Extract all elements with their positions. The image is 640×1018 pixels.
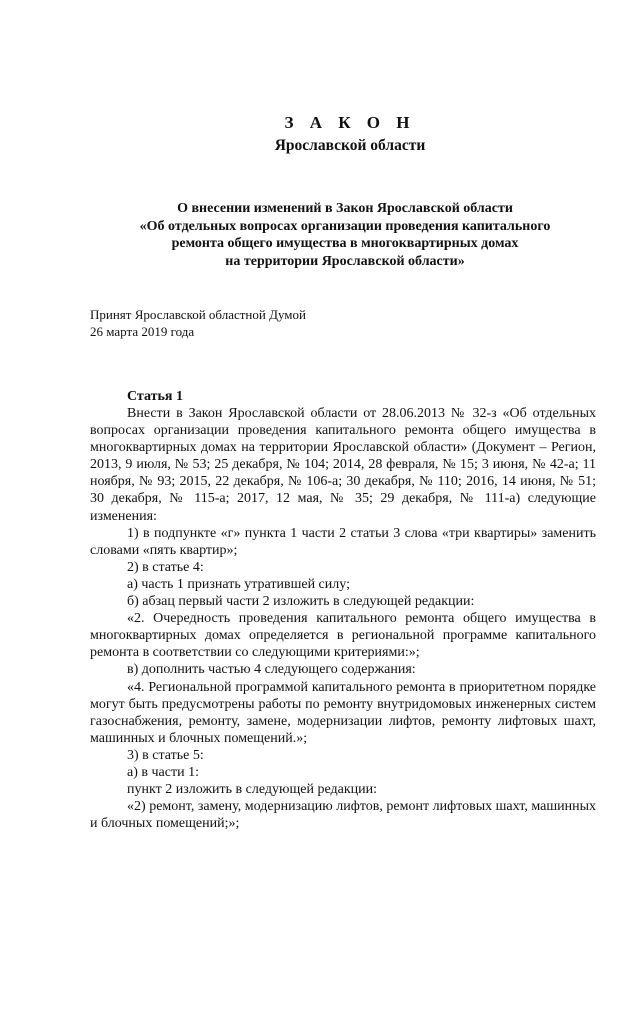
paragraph: 2) в статье 4:	[127, 559, 204, 575]
law-subject-line: О внесении изменений в Закон Ярославской области	[177, 201, 513, 216]
article-heading: Статья 1	[127, 389, 183, 404]
paragraph: 3) в статье 5:	[127, 747, 204, 763]
paragraph: б) абзац первый части 2 изложить в следующей редакции:	[127, 594, 475, 610]
law-title: З А К О Н	[284, 113, 416, 132]
paragraph: пункт 2 изложить в следующей редакции:	[127, 782, 377, 798]
law-region: Ярославской области	[274, 137, 426, 154]
paragraph: «4. Региональной программой капитального ремонта в приоритетном порядке могут быть предусмотрены работы по ремонту внутридомовых инженерных систем газоснабжения, ремонту, замене, модернизации лифтов, ремонту лифтовых шахт, машинных и блочных помещений.»;	[90, 679, 596, 746]
law-subject-line: ремонта общего имущества в многоквартирных домах	[171, 236, 519, 251]
paragraph: «2) ремонт, замену, модернизацию лифтов, ремонт лифтовых шахт, машинных и блочных помещений;»;	[90, 799, 596, 832]
paragraph: 1) в подпункте «г» пункта 1 части 2 статьи 3 слова «три квартиры» заменить словами «пять квартир»;	[90, 525, 596, 558]
paragraph: в) дополнить частью 4 следующего содержания:	[127, 662, 416, 678]
law-subject-line: на территории Ярославской области»	[225, 253, 465, 269]
law-subject	[90, 200, 596, 270]
paragraph: а) часть 1 признать утратившей силу;	[127, 576, 350, 592]
law-subject-line: «Об отдельных вопросах организации проведения капитального	[139, 218, 551, 234]
paragraph: а) в части 1:	[127, 764, 199, 780]
article-body	[90, 405, 596, 832]
adopted-by: Принят Ярославской областной Думой	[90, 307, 306, 322]
paragraph: «2. Очередность проведения капитального ремонта общего имущества в многоквартирных домах определяется в региональной программе капитального ремонта в соответствии со следующими критериями:»;	[90, 611, 596, 661]
paragraph: Внести в Закон Ярославской области от 28.06.2013 № 32-з «Об отдельных вопросах организации проведения капитального ремонта общего имущества в многоквартирных домах на территории Ярославской области» (Документ – Регион, 2013, 9 июля, № 53; 25 декабря, № 104; 2014, 28 февраля, № 15; 3 июня, № 42-а; 11 ноября, № 93; 2015, 22 декабря, № 106-а; 30 декабря, № 110; 2016, 14 июня, № 51; 30 декабря, № 115-а; 2017, 12 мая, № 35; 29 декабря, № 111-а) следующие изменения:	[90, 406, 596, 524]
adopted-date: 26 марта 2019 года	[90, 323, 195, 339]
adoption-info	[90, 307, 596, 340]
document-page	[0, 113, 640, 1018]
